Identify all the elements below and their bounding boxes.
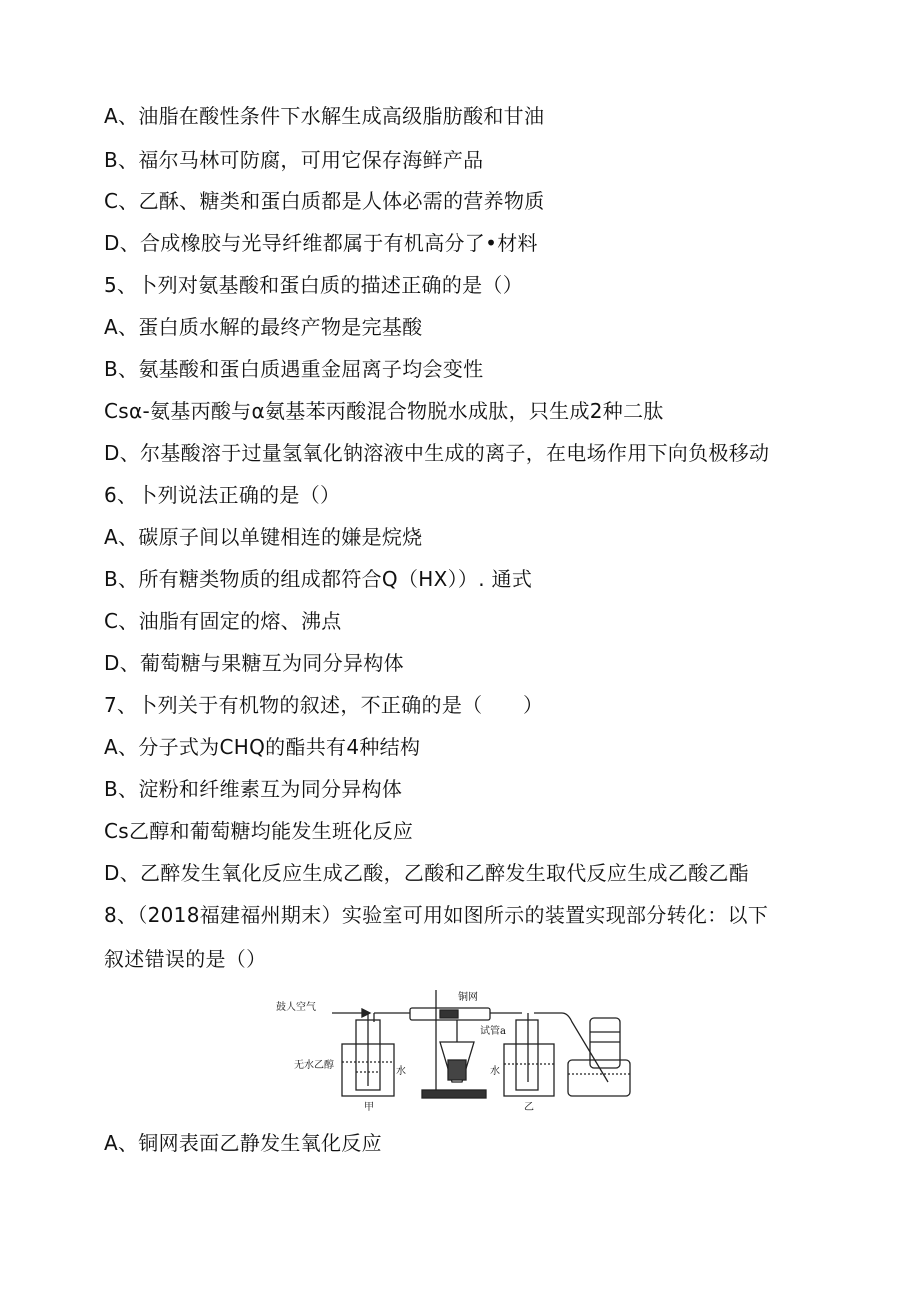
line-q7-c: Cs乙醇和葡萄糖均能发生班化反应 [104, 819, 414, 843]
copper-mesh [440, 1010, 458, 1018]
label-yi: 乙 [524, 1102, 534, 1113]
label-water-right: 水 [490, 1066, 500, 1077]
question-8: 8、（2018福建福州期末）实验室可用如图所示的装置实现部分转化：以下 [104, 903, 769, 927]
gas-outlet-tube [562, 1013, 608, 1082]
beaker-yi [504, 1044, 554, 1096]
line-c-nutrients: C、乙酥、糖类和蛋白质都是人体必需的营养物质 [104, 189, 545, 213]
line-q7-b: B、淀粉和纤维素互为同分异构体 [104, 777, 403, 801]
test-tube-a [516, 1020, 538, 1090]
water-trough [568, 1060, 630, 1096]
line-q8-a: A、铜网表面乙静发生氧化反应 [104, 1131, 382, 1155]
line-q5-a: A、蛋白质水解的最终产物是完基酸 [104, 315, 423, 339]
line-b-formalin: B、福尔马林可防腐，可用它保存海鲜产品 [104, 148, 484, 172]
line-q7-d: D、乙醉发生氧化反应生成乙酸，乙酸和乙醉发生取代反应生成乙酸乙酯 [104, 861, 749, 885]
line-q7-a: A、分子式为CHQ的酯共有4种结构 [104, 735, 421, 759]
line-q5-d: D、尔基酸溶于过量氢氧化钠溶液中生成的离子，在电场作用下向负极移动 [104, 441, 770, 465]
question-8-cont: 叙述错误的是（） [104, 947, 267, 971]
line-a-oil-hydrolysis: A、油脂在酸性条件下水解生成高级脂肪酸和甘油 [104, 104, 545, 128]
line-q6-a: A、碳原子间以单键相连的嫌是烷烧 [104, 525, 423, 549]
line-q5-c: Csα-氨基丙酸与α氨基苯丙酸混合物脱水成肽，只生成2种二肽 [104, 399, 664, 423]
line-q6-b: B、所有糖类物质的组成都符合Q（HX））. 通式 [104, 567, 533, 591]
question-7: 7、卜列关于有机物的叙述，不正确的是（ ） [104, 693, 544, 717]
label-air: 鼓人空气 [276, 1002, 316, 1013]
line-q6-d: D、葡萄糖与果糖互为同分异构体 [104, 651, 404, 675]
line-q5-b: B、氨基酸和蛋白质遇重金屈离子均会变性 [104, 357, 484, 381]
label-copper-mesh: 铜网 [458, 992, 478, 1003]
label-test-tube-a: 试管a [480, 1026, 506, 1037]
question-5: 5、卜列对氨基酸和蛋白质的描述正确的是（） [104, 273, 524, 297]
label-ethanol: 无水乙醇 [294, 1060, 334, 1071]
line-d-synthetic-rubber: D、合成橡胶与光导纤维都属于有机高分了•材料 [104, 231, 538, 255]
label-water-left: 水 [396, 1066, 406, 1077]
question-6: 6、卜列说法正确的是（） [104, 483, 341, 507]
lab-apparatus-figure [272, 982, 644, 1116]
label-jia: 甲 [364, 1102, 374, 1113]
line-q6-c: C、油脂有固定的熔、沸点 [104, 609, 342, 633]
